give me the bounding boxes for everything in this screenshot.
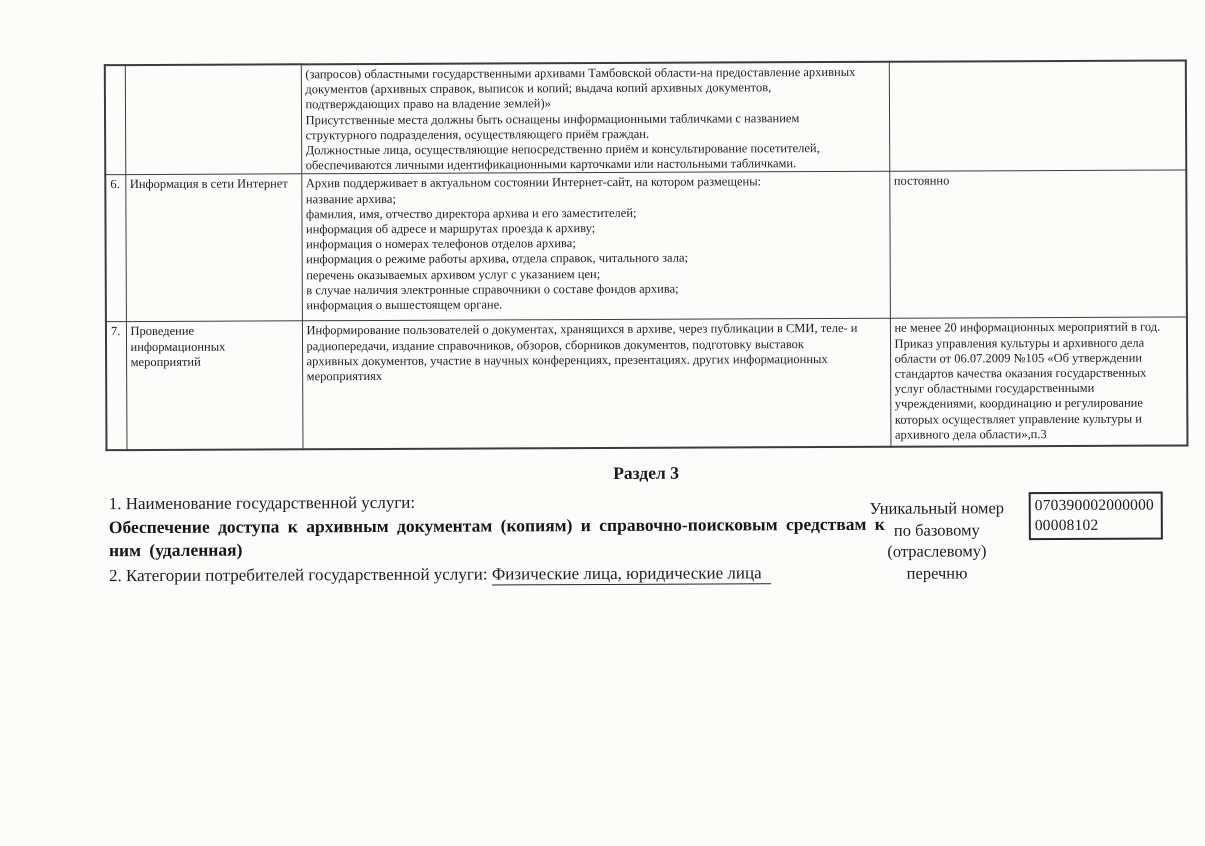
consumer-categories-line bbox=[109, 563, 771, 586]
unique-number-label: Уникальный номер по базовому (отраслевому) перечню bbox=[869, 498, 1005, 583]
row-number-cell: 6. bbox=[105, 175, 126, 322]
row-frequency-cell: не менее 20 информационных мероприятий в год. Приказ управления культуры и архивного дела области от 06.07.2009 №105 «Об утверждении стандартов качества оказания государственных услуг областными государственными учреждениями, координацию и регулирование которых осуществляет управление культуры и архивного дела области»,п.3 bbox=[890, 317, 1188, 446]
row-frequency-cell bbox=[889, 60, 1186, 171]
unique-number-line-2: 00008102 bbox=[1034, 516, 1099, 535]
consumer-categories-value: Физические лица, юридические лица bbox=[492, 563, 771, 585]
unique-number-line-1: 070390002000000 bbox=[1034, 496, 1155, 515]
row-name-cell: Проведение информационных мероприятий bbox=[126, 321, 303, 450]
table-row-6 bbox=[105, 170, 1187, 322]
table-row-continuation bbox=[105, 60, 1186, 175]
unique-number-box bbox=[1029, 492, 1163, 541]
table-row-7 bbox=[106, 317, 1188, 450]
row-description-cell: Архив поддерживает в актуальном состоянии Интернет-сайт, на котором размещены: название архива; фамилия, имя, отчество директора архива и его заместителей; информация об адресе и маршрутах проезда к архиву; информация о номерах телефонов отделов архива; информация о режиме работы архива, отдела справок, читального зала; перечень оказываемых архивом услуг с указанием цен; в случае наличия электронные справочники о составе фондов архива; информация о вышестоящем органе. bbox=[301, 172, 890, 322]
service-standards-table bbox=[104, 59, 1189, 451]
row-number-cell bbox=[105, 65, 125, 175]
row-description-cell: (запросов) областными государственными архивами Тамбовской области-на предоставление архивных документов (архивных справок, выписок и копий; выдача копий архивных документов, подтверждающих право на владение землей)» Присутственные места должны быть оснащены информационными табличками с названием структурного подразделения, осуществляющего приём граждан. Должностные лица, осуществляющие непосредственно приём и консультирование посетителей, обеспечиваются личными идентификационными карточками или настольными табличками. bbox=[301, 62, 889, 174]
service-name-value: Обеспечение доступа к архивным документам (копиям) и справочно-поисковым средствам к ним (удаленная) bbox=[108, 513, 885, 561]
consumer-categories-label: 2. Категории потребителей государственной услуги: bbox=[108, 564, 492, 586]
row-name-cell: Информация в сети Интернет bbox=[125, 174, 302, 322]
row-name-cell bbox=[125, 64, 301, 175]
row-frequency-cell: постоянно bbox=[889, 170, 1187, 318]
service-name-label: 1. Наименование государственной услуги: bbox=[108, 492, 416, 514]
row-description-cell: Информирование пользователей о документах, хранящихся в архиве, через публикации в СМИ, теле- и радиопередачи, издание справочников, обзоров, сборников документов, подготовку выставок архивных документов, участие в научных конференциях, презентациях. других информационных мероприятиях bbox=[302, 319, 891, 450]
section-heading: Раздел 3 bbox=[613, 462, 679, 483]
row-number-cell: 7. bbox=[106, 322, 127, 450]
